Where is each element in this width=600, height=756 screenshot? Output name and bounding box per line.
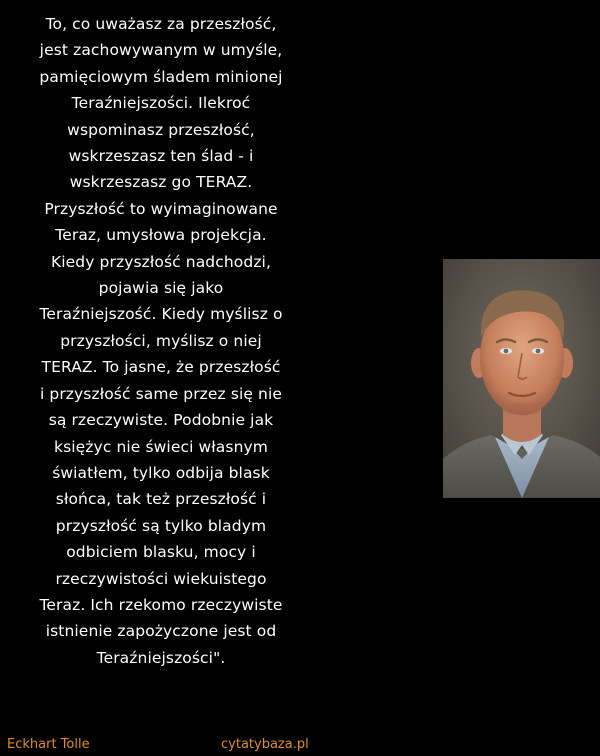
quote-line: wspominasz przeszłość, xyxy=(67,120,255,139)
quote-line: słońca, tak też przeszłość i xyxy=(55,490,267,509)
portrait-image xyxy=(443,259,600,498)
author-portrait xyxy=(443,259,600,498)
quote-line: Przyszłość to wyimaginowane xyxy=(44,199,278,218)
quote-line: rzeczywistości wiekuistego xyxy=(55,569,267,588)
quote-line: TERAZ. To jasne, że przeszłość xyxy=(41,358,281,377)
quote-text xyxy=(10,11,312,671)
quote-line: Teraz. Ich rzekomo rzeczywiste xyxy=(39,595,283,614)
quote-line: wskrzeszasz ten ślad - i xyxy=(68,147,254,166)
quote-line: światłem, tylko odbija blask xyxy=(52,463,270,482)
quote-line: Teraz, umysłowa projekcja. xyxy=(55,226,267,245)
quote-line: istnienie zapożyczone jest od xyxy=(45,622,277,641)
quote-line: To, co uważasz za przeszłość, xyxy=(45,15,277,33)
quote-line: są rzeczywiste. Podobnie jak xyxy=(48,411,274,430)
quote-line: pamięciowym śladem minionej xyxy=(39,67,283,86)
quote-line: Kiedy przyszłość nadchodzi, xyxy=(51,252,271,271)
quote-line: jest zachowywanym w umyśle, xyxy=(39,41,283,60)
quote-line: odbiciem blasku, mocy i xyxy=(66,543,256,562)
quote-line: przyszłość są tylko bladym xyxy=(55,516,267,535)
quote-line: wskrzeszasz go TERAZ. xyxy=(69,173,253,192)
quote-line: Teraźniejszości. Ilekroć xyxy=(71,94,251,113)
site-name[interactable]: cytatybaza.pl xyxy=(221,737,309,752)
quote-line: i przyszłość same przez się nie xyxy=(39,384,283,403)
quote-line: Teraźniejszości". xyxy=(96,648,226,667)
quote-line: księżyc nie świeci własnym xyxy=(54,437,268,456)
quote-line: przyszłości, myślisz o niej xyxy=(60,331,262,350)
author-name[interactable]: Eckhart Tolle xyxy=(7,737,90,752)
quote-line: pojawia się jako xyxy=(98,279,224,298)
quote-line: Teraźniejszość. Kiedy myślisz o xyxy=(39,305,283,324)
